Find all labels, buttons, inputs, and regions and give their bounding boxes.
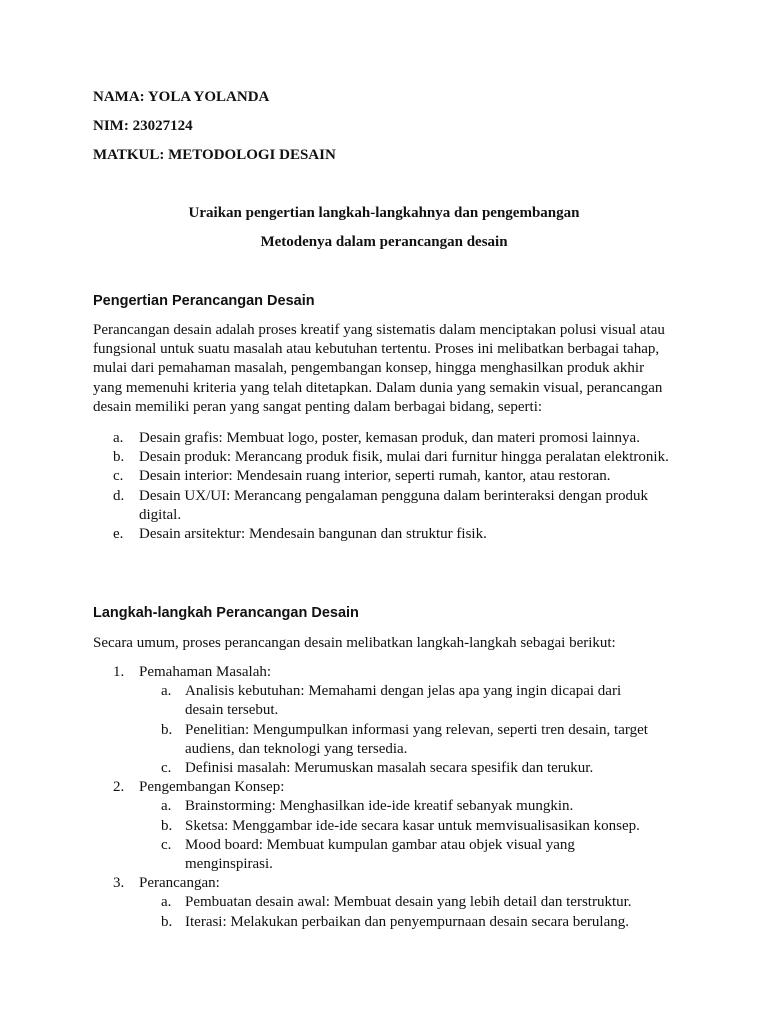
section-intro-langkah: Secara umum, proses perancangan desain melibatkan langkah-langkah sebagai berikut:: [93, 635, 616, 651]
list-marker: b.: [161, 817, 173, 834]
student-nim: NIM: 23027124: [93, 118, 193, 134]
list-marker: b.: [161, 913, 173, 930]
list-item: [93, 467, 683, 486]
list-item: [93, 429, 683, 448]
step-item: [93, 778, 693, 874]
step-marker: 2.: [113, 779, 125, 796]
list-item: [139, 893, 659, 912]
substep-list: [139, 797, 659, 874]
list-marker: a.: [113, 430, 124, 446]
step-marker: 1.: [113, 664, 125, 680]
list-marker: c.: [161, 760, 172, 777]
list-item-text: Sketsa: Menggambar ide-ide secara kasar untuk memvisualisasikan konsep.: [185, 817, 640, 834]
list-marker: b.: [113, 449, 125, 466]
course-name: MATKUL: METODOLOGI DESAIN: [93, 147, 336, 163]
list-item-text: Desain interior: Mendesain ruang interior, seperti rumah, kantor, atau restoran.: [139, 468, 611, 485]
list-marker: e.: [113, 526, 124, 543]
list-item-text: Analisis kebutuhan: Memahami dengan jelas apa yang ingin dicapai dari desain tersebut.: [185, 683, 622, 719]
list-marker: a.: [161, 683, 172, 700]
substep-list: [139, 893, 659, 931]
list-item-text: Desain arsitektur: Mendesain bangunan dan struktur fisik.: [139, 526, 487, 543]
step-label: Pemahaman Masalah:: [139, 664, 272, 680]
list-item: [139, 836, 659, 874]
list-item: [139, 682, 659, 720]
list-marker: b.: [161, 721, 173, 738]
section-paragraph-pengertian: Perancangan desain adalah proses kreatif yang sistematis dalam menciptakan polusi visual atau fungsional untuk suatu masalah atau kebutuhan tertentu. Proses ini melibatkan berbagai tahap, mulai dari pemahaman masalah, pengembangan konsep, hingga menghasilkan produk akhir yang memenuhi kriteria yang telah ditetapkan. Dalam dunia yang semakin visual, perancangan desain memiliki peran yang sangat penting dalam berbagai bidang, seperti:: [93, 322, 665, 415]
design-fields-list: [93, 429, 683, 544]
list-item: [93, 525, 683, 544]
list-marker: a.: [161, 894, 172, 911]
list-item: [93, 487, 683, 525]
list-item: [139, 913, 659, 932]
step-item: [93, 663, 693, 778]
substep-list: [139, 682, 659, 778]
list-item-text: Penelitian: Mengumpulkan informasi yang relevan, seperti tren desain, target audiens, dan teknologi yang tersedia.: [185, 721, 648, 757]
section-heading-langkah: Langkah-langkah Perancangan Desain: [93, 605, 359, 621]
list-marker: d.: [113, 487, 125, 504]
step-marker: 3.: [113, 875, 125, 892]
list-item: [139, 759, 659, 778]
list-item: [139, 817, 659, 836]
list-item-text: Desain grafis: Membuat logo, poster, kemasan produk, dan materi promosi lainnya.: [139, 430, 640, 446]
document-title-line-1: Uraikan pengertian langkah-langkahnya dan pengembangan: [188, 205, 580, 221]
step-item: [93, 874, 693, 932]
list-item-text: Brainstorming: Menghasilkan ide-ide kreatif sebanyak mungkin.: [185, 798, 574, 815]
list-item-text: Pembuatan desain awal: Membuat desain yang lebih detail dan terstruktur.: [185, 894, 632, 911]
list-item-text: Mood board: Membuat kumpulan gambar atau objek visual yang menginspirasi.: [185, 836, 575, 873]
list-item: [93, 448, 683, 467]
student-name: NAMA: YOLA YOLANDA: [93, 89, 270, 105]
list-marker: a.: [161, 798, 172, 815]
list-item-text: Desain produk: Merancang produk fisik, mulai dari furnitur hingga peralatan elektronik.: [139, 449, 669, 466]
steps-list: [93, 663, 693, 932]
list-marker: c.: [161, 836, 172, 853]
list-item-text: Definisi masalah: Merumuskan masalah secara spesifik dan terukur.: [185, 760, 594, 777]
list-item: [139, 797, 659, 816]
document-title-line-2: Metodenya dalam perancangan desain: [260, 234, 508, 250]
list-item: [139, 721, 659, 759]
list-item-text: Desain UX/UI: Merancang pengalaman pengguna dalam berinteraksi dengan produk digital.: [139, 487, 648, 523]
list-marker: c.: [113, 468, 124, 485]
list-item-text: Iterasi: Melakukan perbaikan dan penyempurnaan desain secara berulang.: [185, 913, 629, 930]
step-label: Pengembangan Konsep:: [139, 779, 285, 796]
section-heading-pengertian: Pengertian Perancangan Desain: [93, 293, 315, 309]
step-label: Perancangan:: [139, 875, 220, 892]
